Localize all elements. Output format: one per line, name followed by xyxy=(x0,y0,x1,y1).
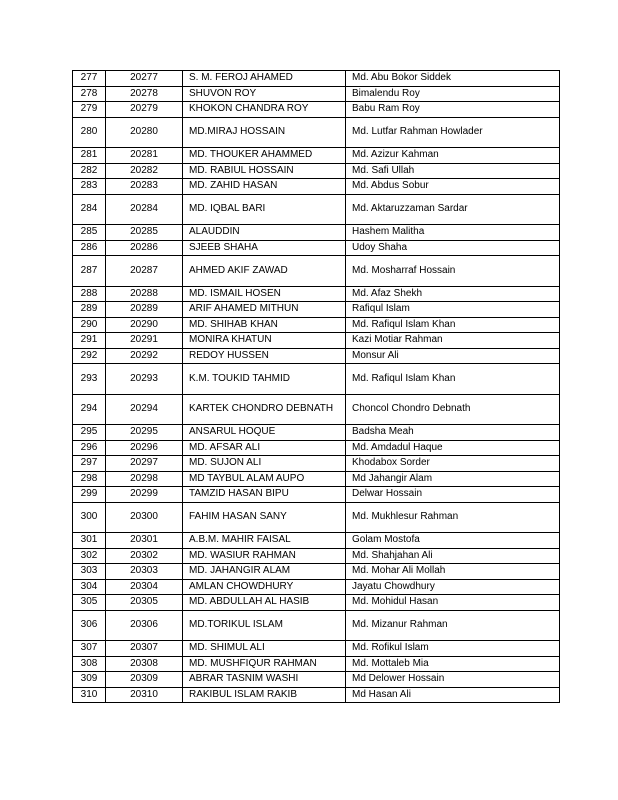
table-row xyxy=(73,656,560,672)
roll-number-cell: 20289 xyxy=(106,302,183,318)
father-name-cell: Md. Rafiqul Islam Khan xyxy=(346,364,560,395)
father-name-cell: Choncol Chondro Debnath xyxy=(346,394,560,425)
student-name-cell: MD.MIRAJ HOSSAIN xyxy=(183,117,346,148)
serial-number-cell: 308 xyxy=(73,656,106,672)
student-name-cell: SHUVON ROY xyxy=(183,86,346,102)
father-name-cell: Md. Mosharraf Hossain xyxy=(346,256,560,287)
student-name-cell: MD. ZAHID HASAN xyxy=(183,179,346,195)
serial-number-cell: 291 xyxy=(73,333,106,349)
roll-number-cell: 20303 xyxy=(106,564,183,580)
table-row xyxy=(73,641,560,657)
student-name-cell: FAHIM HASAN SANY xyxy=(183,502,346,533)
table-row xyxy=(73,333,560,349)
father-name-cell: Md. Mizanur Rahman xyxy=(346,610,560,641)
roll-number-cell: 20287 xyxy=(106,256,183,287)
student-name-cell: MONIRA KHATUN xyxy=(183,333,346,349)
table-row xyxy=(73,672,560,688)
serial-number-cell: 299 xyxy=(73,487,106,503)
roll-number-cell: 20284 xyxy=(106,194,183,225)
roll-number-cell: 20281 xyxy=(106,148,183,164)
father-name-cell: Md. Rafiqul Islam Khan xyxy=(346,317,560,333)
father-name-cell: Hashem Malitha xyxy=(346,225,560,241)
father-name-cell: Md. Safi Ullah xyxy=(346,163,560,179)
roll-number-cell: 20292 xyxy=(106,348,183,364)
serial-number-cell: 278 xyxy=(73,86,106,102)
father-name-cell: Rafiqul Islam xyxy=(346,302,560,318)
roll-number-cell: 20293 xyxy=(106,364,183,395)
serial-number-cell: 295 xyxy=(73,425,106,441)
table-row xyxy=(73,256,560,287)
father-name-cell: Khodabox Sorder xyxy=(346,456,560,472)
student-name-cell: MD.TORIKUL ISLAM xyxy=(183,610,346,641)
table-row xyxy=(73,564,560,580)
serial-number-cell: 310 xyxy=(73,687,106,703)
roll-number-cell: 20310 xyxy=(106,687,183,703)
table-row xyxy=(73,86,560,102)
roll-number-cell: 20301 xyxy=(106,533,183,549)
serial-number-cell: 282 xyxy=(73,163,106,179)
table-row xyxy=(73,487,560,503)
student-name-cell: MD. SHIHAB KHAN xyxy=(183,317,346,333)
roll-number-cell: 20283 xyxy=(106,179,183,195)
serial-number-cell: 293 xyxy=(73,364,106,395)
serial-number-cell: 290 xyxy=(73,317,106,333)
father-name-cell: Md. Amdadul Haque xyxy=(346,440,560,456)
serial-number-cell: 305 xyxy=(73,595,106,611)
father-name-cell: Md. Abdus Sobur xyxy=(346,179,560,195)
student-name-cell: S. M. FEROJ AHAMED xyxy=(183,71,346,87)
roll-number-cell: 20285 xyxy=(106,225,183,241)
serial-number-cell: 306 xyxy=(73,610,106,641)
student-name-cell: MD. ABDULLAH AL HASIB xyxy=(183,595,346,611)
student-name-cell: MD. JAHANGIR ALAM xyxy=(183,564,346,580)
student-name-cell: TAMZID HASAN BIPU xyxy=(183,487,346,503)
father-name-cell: Md Jahangir Alam xyxy=(346,471,560,487)
father-name-cell: Md. Mohar Ali Mollah xyxy=(346,564,560,580)
father-name-cell: Md. Aktaruzzaman Sardar xyxy=(346,194,560,225)
table-row xyxy=(73,456,560,472)
father-name-cell: Babu Ram Roy xyxy=(346,102,560,118)
father-name-cell: Monsur Ali xyxy=(346,348,560,364)
serial-number-cell: 309 xyxy=(73,672,106,688)
serial-number-cell: 307 xyxy=(73,641,106,657)
father-name-cell: Md. Shahjahan Ali xyxy=(346,548,560,564)
student-name-cell: SJEEB SHAHA xyxy=(183,240,346,256)
serial-number-cell: 288 xyxy=(73,286,106,302)
table-row xyxy=(73,687,560,703)
roll-number-cell: 20309 xyxy=(106,672,183,688)
roll-number-cell: 20308 xyxy=(106,656,183,672)
serial-number-cell: 297 xyxy=(73,456,106,472)
student-name-cell: MD. RABIUL HOSSAIN xyxy=(183,163,346,179)
table-row xyxy=(73,364,560,395)
father-name-cell: Badsha Meah xyxy=(346,425,560,441)
roll-number-cell: 20295 xyxy=(106,425,183,441)
table-row xyxy=(73,163,560,179)
student-name-cell: AHMED AKIF ZAWAD xyxy=(183,256,346,287)
serial-number-cell: 301 xyxy=(73,533,106,549)
table-row xyxy=(73,348,560,364)
roll-number-cell: 20302 xyxy=(106,548,183,564)
table-row xyxy=(73,117,560,148)
father-name-cell: Md. Azizur Kahman xyxy=(346,148,560,164)
table-row xyxy=(73,548,560,564)
serial-number-cell: 289 xyxy=(73,302,106,318)
serial-number-cell: 284 xyxy=(73,194,106,225)
student-name-cell: KARTEK CHONDRO DEBNATH xyxy=(183,394,346,425)
student-name-cell: ARIF AHAMED MITHUN xyxy=(183,302,346,318)
student-name-cell: KHOKON CHANDRA ROY xyxy=(183,102,346,118)
student-name-cell: A.B.M. MAHIR FAISAL xyxy=(183,533,346,549)
serial-number-cell: 294 xyxy=(73,394,106,425)
father-name-cell: Md. Mohidul Hasan xyxy=(346,595,560,611)
serial-number-cell: 302 xyxy=(73,548,106,564)
serial-number-cell: 285 xyxy=(73,225,106,241)
table-row xyxy=(73,317,560,333)
student-table xyxy=(72,70,560,703)
table-row xyxy=(73,71,560,87)
student-name-cell: MD. SHIMUL ALI xyxy=(183,641,346,657)
father-name-cell: Golam Mostofa xyxy=(346,533,560,549)
serial-number-cell: 300 xyxy=(73,502,106,533)
student-name-cell: ALAUDDIN xyxy=(183,225,346,241)
student-name-cell: RAKIBUL ISLAM RAKIB xyxy=(183,687,346,703)
student-name-cell: MD. MUSHFIQUR RAHMAN xyxy=(183,656,346,672)
student-name-cell: ANSARUL HOQUE xyxy=(183,425,346,441)
student-name-cell: REDOY HUSSEN xyxy=(183,348,346,364)
roll-number-cell: 20291 xyxy=(106,333,183,349)
father-name-cell: Md. Lutfar Rahman Howlader xyxy=(346,117,560,148)
student-name-cell: MD. WASIUR RAHMAN xyxy=(183,548,346,564)
table-row xyxy=(73,179,560,195)
roll-number-cell: 20296 xyxy=(106,440,183,456)
roll-number-cell: 20279 xyxy=(106,102,183,118)
serial-number-cell: 286 xyxy=(73,240,106,256)
table-row xyxy=(73,148,560,164)
roll-number-cell: 20298 xyxy=(106,471,183,487)
roll-number-cell: 20278 xyxy=(106,86,183,102)
father-name-cell: Md. Afaz Shekh xyxy=(346,286,560,302)
roll-number-cell: 20300 xyxy=(106,502,183,533)
table-row xyxy=(73,194,560,225)
student-name-cell: AMLAN CHOWDHURY xyxy=(183,579,346,595)
serial-number-cell: 303 xyxy=(73,564,106,580)
table-row xyxy=(73,595,560,611)
student-name-cell: MD. ISMAIL HOSEN xyxy=(183,286,346,302)
student-name-cell: K.M. TOUKID TAHMID xyxy=(183,364,346,395)
father-name-cell: Delwar Hossain xyxy=(346,487,560,503)
table-row xyxy=(73,425,560,441)
table-row xyxy=(73,440,560,456)
table-row xyxy=(73,286,560,302)
serial-number-cell: 280 xyxy=(73,117,106,148)
roll-number-cell: 20290 xyxy=(106,317,183,333)
roll-number-cell: 20307 xyxy=(106,641,183,657)
table-row xyxy=(73,302,560,318)
serial-number-cell: 277 xyxy=(73,71,106,87)
father-name-cell: Udoy Shaha xyxy=(346,240,560,256)
roll-number-cell: 20294 xyxy=(106,394,183,425)
roll-number-cell: 20299 xyxy=(106,487,183,503)
father-name-cell: Md Hasan Ali xyxy=(346,687,560,703)
table-row xyxy=(73,240,560,256)
student-name-cell: MD. AFSAR ALI xyxy=(183,440,346,456)
table-row xyxy=(73,394,560,425)
roll-number-cell: 20304 xyxy=(106,579,183,595)
student-name-cell: MD TAYBUL ALAM AUPO xyxy=(183,471,346,487)
serial-number-cell: 279 xyxy=(73,102,106,118)
roll-number-cell: 20282 xyxy=(106,163,183,179)
serial-number-cell: 298 xyxy=(73,471,106,487)
father-name-cell: Md. Mottaleb Mia xyxy=(346,656,560,672)
father-name-cell: Md. Abu Bokor Siddek xyxy=(346,71,560,87)
serial-number-cell: 287 xyxy=(73,256,106,287)
roll-number-cell: 20286 xyxy=(106,240,183,256)
table-row xyxy=(73,533,560,549)
table-row xyxy=(73,471,560,487)
roll-number-cell: 20288 xyxy=(106,286,183,302)
table-row xyxy=(73,225,560,241)
roll-number-cell: 20297 xyxy=(106,456,183,472)
table-row xyxy=(73,579,560,595)
father-name-cell: Md Delower Hossain xyxy=(346,672,560,688)
father-name-cell: Md. Rofikul Islam xyxy=(346,641,560,657)
serial-number-cell: 304 xyxy=(73,579,106,595)
father-name-cell: Md. Mukhlesur Rahman xyxy=(346,502,560,533)
student-name-cell: ABRAR TASNIM WASHI xyxy=(183,672,346,688)
father-name-cell: Bimalendu Roy xyxy=(346,86,560,102)
father-name-cell: Kazi Motiar Rahman xyxy=(346,333,560,349)
table-row xyxy=(73,610,560,641)
student-name-cell: MD. IQBAL BARI xyxy=(183,194,346,225)
roll-number-cell: 20306 xyxy=(106,610,183,641)
student-name-cell: MD. THOUKER AHAMMED xyxy=(183,148,346,164)
father-name-cell: Jayatu Chowdhury xyxy=(346,579,560,595)
serial-number-cell: 296 xyxy=(73,440,106,456)
serial-number-cell: 283 xyxy=(73,179,106,195)
table-body xyxy=(73,71,560,703)
serial-number-cell: 281 xyxy=(73,148,106,164)
roll-number-cell: 20280 xyxy=(106,117,183,148)
table-row xyxy=(73,502,560,533)
roll-number-cell: 20277 xyxy=(106,71,183,87)
roll-number-cell: 20305 xyxy=(106,595,183,611)
serial-number-cell: 292 xyxy=(73,348,106,364)
table-row xyxy=(73,102,560,118)
student-name-cell: MD. SUJON ALI xyxy=(183,456,346,472)
